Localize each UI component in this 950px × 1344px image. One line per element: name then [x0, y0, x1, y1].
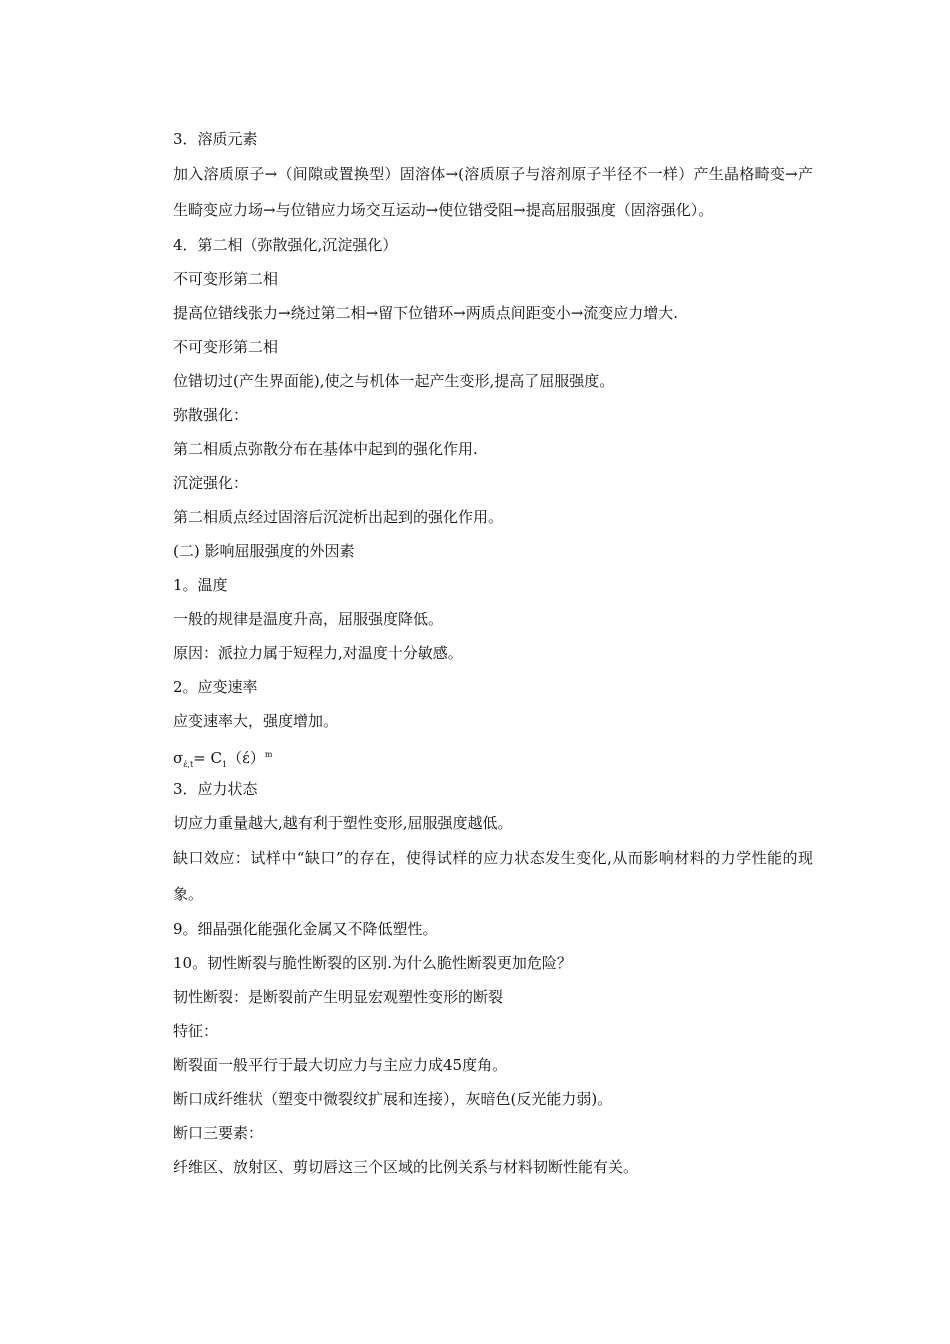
- formula-sigma-subscript: έ,t: [183, 760, 194, 769]
- text-grain-refinement: 9。细晶强化能强化金属又不降低塑性。: [173, 920, 438, 938]
- formula-c-subscript: 1: [221, 760, 228, 769]
- formula-strain-rate: [173, 738, 813, 772]
- subheading-nondeformable-phase-1: 不可变形第二相: [173, 270, 279, 288]
- text-bypass-mechanism: 提高位错线张力→绕过第二相→留下位错环→两质点间距变小→流变应力增大.: [173, 304, 679, 322]
- question-ductile-brittle: 10。韧性断裂与脆性断裂的区别.为什么脆性断裂更加危险？: [173, 954, 572, 972]
- heading-stress-state: 3．应力状态: [173, 780, 258, 798]
- subheading-nondeformable-phase-2: 不可变形第二相: [173, 338, 279, 356]
- formula-strain-rate-term: （έ）: [227, 749, 265, 767]
- heading-external-factors: (二) 影响屈服强度的外因素: [173, 542, 355, 560]
- formula-exponent: m: [264, 750, 273, 759]
- text-fibrous-fracture: 断口成纤维状（塑变中微裂纹扩展和连接），灰暗色(反光能力弱)。: [173, 1090, 613, 1108]
- paragraph-solid-solution-strengthening: 加入溶质原子→（间隙或置换型）固溶体→(溶质原子与溶剂原子半径不一样）产生晶格畸变→产生畸变应力场→与位错应力场交互运动→使位错受阻→提高屈服强度（固溶强化）。: [173, 165, 813, 219]
- text-precipitation-strengthening: 第二相质点经过固溶后沉淀析出起到的强化作用。: [173, 508, 504, 526]
- text-strain-rate: 应变速率大，强度增加。: [173, 712, 339, 730]
- subheading-three-elements: 断口三要素：: [173, 1124, 264, 1142]
- subheading-precipitation-strengthening: 沉淀强化：: [173, 474, 249, 492]
- document-body: [173, 122, 813, 1184]
- text-cutting-mechanism: 位错切过(产生界面能),使之与机体一起产生变形,提高了屈服强度。: [173, 372, 615, 390]
- formula-equals-c: = C: [193, 749, 222, 767]
- heading-solute-elements: 3．溶质元素: [173, 130, 258, 148]
- text-dispersion-strengthening: 第二相质点弥散分布在基体中起到的强化作用.: [173, 440, 478, 458]
- text-shear-stress: 切应力重量越大,越有利于塑性变形,屈服强度越低。: [173, 814, 513, 832]
- formula-sigma: σ: [173, 749, 184, 767]
- text-ductile-fracture: 韧性断裂：是断裂前产生明显宏观塑性变形的断裂: [173, 988, 504, 1006]
- heading-strain-rate: 2。应变速率: [173, 678, 258, 696]
- text-fracture-plane: 断裂面一般平行于最大切应力与主应力成45度角。: [173, 1056, 508, 1074]
- subheading-features: 特征：: [173, 1022, 219, 1040]
- text-temperature-reason: 原因：派拉力属于短程力,对温度十分敏感。: [173, 644, 463, 662]
- heading-second-phase: 4．第二相（弥散强化,沉淀强化）: [173, 236, 398, 254]
- text-temperature-rule: 一般的规律是温度升高，屈服强度降低。: [173, 610, 444, 628]
- subheading-dispersion-strengthening: 弥散强化：: [173, 406, 249, 424]
- text-three-zones: 纤维区、放射区、剪切唇这三个区域的比例关系与材料韧断性能有关。: [173, 1158, 639, 1176]
- heading-temperature: 1。温度: [173, 576, 228, 594]
- paragraph-notch-effect: 缺口效应：试样中“缺口”的存在，使得试样的应力状态发生变化,从而影响材料的力学性能的现象。: [173, 849, 813, 903]
